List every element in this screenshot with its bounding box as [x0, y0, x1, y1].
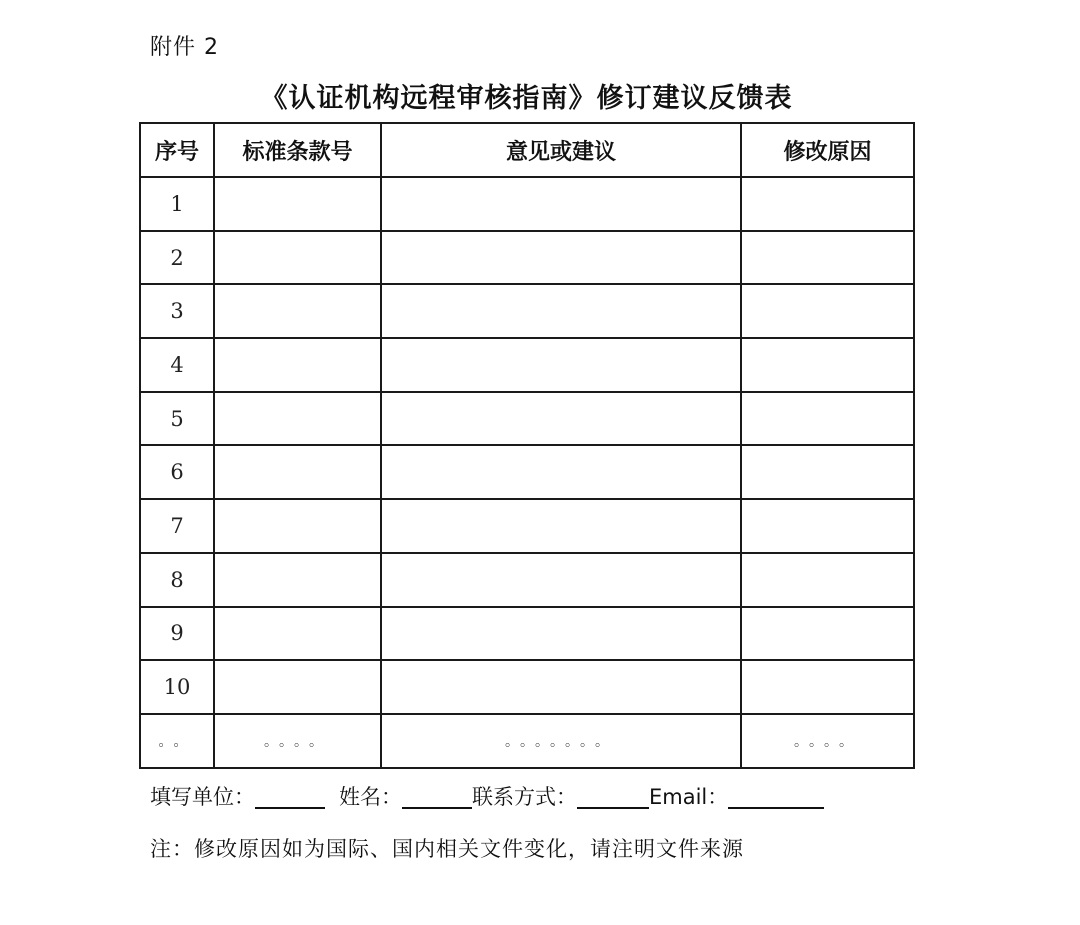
cell-clause[interactable]: [214, 660, 381, 714]
cell-clause[interactable]: [214, 177, 381, 231]
cell-reason[interactable]: [741, 284, 914, 338]
cell-reason[interactable]: [741, 392, 914, 446]
table-row: [140, 338, 914, 392]
table-header-row: [140, 123, 914, 177]
cell-clause[interactable]: [214, 445, 381, 499]
contact-label: 联系方式：: [472, 785, 577, 809]
header-serial: 序号: [140, 123, 214, 177]
cell-clause[interactable]: [214, 231, 381, 285]
unit-label: 填写单位：: [150, 785, 255, 809]
cell-ellipsis: 。。。。: [214, 714, 381, 768]
header-clause: 标准条款号: [214, 123, 381, 177]
feedback-table: [139, 122, 915, 769]
cell-reason[interactable]: [741, 660, 914, 714]
cell-ellipsis: 。。。。: [741, 714, 914, 768]
form-title: 《认证机构远程审核指南》修订建议反馈表: [260, 83, 793, 114]
cell-clause[interactable]: [214, 284, 381, 338]
cell-serial: 5: [140, 392, 214, 446]
cell-suggestion[interactable]: [381, 445, 741, 499]
cell-suggestion[interactable]: [381, 177, 741, 231]
cell-suggestion[interactable]: [381, 338, 741, 392]
cell-serial: 4: [140, 338, 214, 392]
cell-reason[interactable]: [741, 445, 914, 499]
cell-serial: 1: [140, 177, 214, 231]
cell-reason[interactable]: [741, 499, 914, 553]
cell-serial: 10: [140, 660, 214, 714]
table-row: [140, 445, 914, 499]
footnote: 注：修改原因如为国际、国内相关文件变化，请注明文件来源: [150, 837, 744, 861]
cell-suggestion[interactable]: [381, 499, 741, 553]
cell-serial: 7: [140, 499, 214, 553]
cell-suggestion[interactable]: [381, 284, 741, 338]
cell-suggestion[interactable]: [381, 553, 741, 607]
cell-reason[interactable]: [741, 607, 914, 661]
cell-clause[interactable]: [214, 392, 381, 446]
cell-suggestion[interactable]: [381, 392, 741, 446]
cell-clause[interactable]: [214, 607, 381, 661]
unit-blank[interactable]: [255, 785, 325, 809]
cell-serial: 2: [140, 231, 214, 285]
cell-serial: 3: [140, 284, 214, 338]
cell-suggestion[interactable]: [381, 660, 741, 714]
cell-suggestion[interactable]: [381, 231, 741, 285]
contact-blank[interactable]: [577, 785, 649, 809]
cell-reason[interactable]: [741, 338, 914, 392]
cell-serial: 6: [140, 445, 214, 499]
cell-serial: 9: [140, 607, 214, 661]
attachment-label: 附件 2: [150, 35, 219, 60]
table-row: [140, 607, 914, 661]
cell-clause[interactable]: [214, 338, 381, 392]
name-label: 姓名：: [339, 785, 402, 809]
cell-clause[interactable]: [214, 553, 381, 607]
email-label: Email：: [649, 785, 729, 809]
table-row: [140, 553, 914, 607]
name-blank[interactable]: [402, 785, 472, 809]
cell-reason[interactable]: [741, 231, 914, 285]
cell-serial: 8: [140, 553, 214, 607]
header-suggestion: 意见或建议: [381, 123, 741, 177]
cell-ellipsis: 。。: [140, 714, 214, 768]
table-row: [140, 660, 914, 714]
cell-clause[interactable]: [214, 499, 381, 553]
cell-reason[interactable]: [741, 553, 914, 607]
contact-fill-line: [150, 781, 824, 811]
email-blank[interactable]: [728, 785, 824, 809]
table-row-ellipsis: [140, 714, 914, 768]
table-row: [140, 177, 914, 231]
cell-suggestion[interactable]: [381, 607, 741, 661]
table-row: [140, 499, 914, 553]
table-row: [140, 231, 914, 285]
header-reason: 修改原因: [741, 123, 914, 177]
cell-reason[interactable]: [741, 177, 914, 231]
table-row: [140, 392, 914, 446]
cell-ellipsis: 。。。。。。。: [381, 714, 741, 768]
table-row: [140, 284, 914, 338]
